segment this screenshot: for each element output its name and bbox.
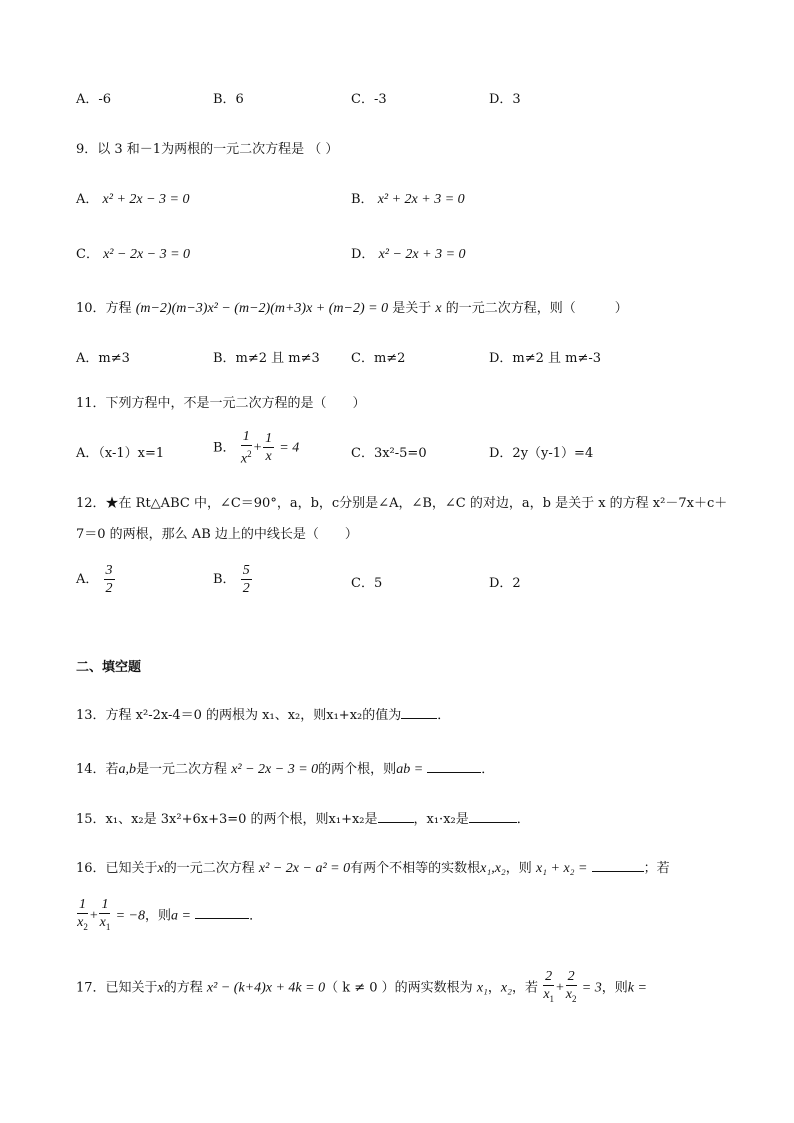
q9-option-d <box>351 243 466 263</box>
q14-blank[interactable] <box>427 760 481 773</box>
q17-var: x <box>157 980 164 996</box>
q14-mid: 是一元二次方程 <box>136 762 228 777</box>
q8-option-a: A．-6 <box>76 92 112 107</box>
q12-stem-line2: 7＝0 的两根，那么 AB 边上的中线长是（ ） <box>76 527 358 542</box>
q14 <box>76 758 494 778</box>
q16-then: ，则 <box>505 861 532 876</box>
q16-eq2-tail: = −8 <box>115 908 145 924</box>
q9-option-b-label: B． <box>351 192 374 207</box>
q17-pre: 17．已知关于 <box>76 980 158 996</box>
q13-text: 13．方程 x²-2x-4＝0 的两根为 x₁、x₂，则x₁+x₂的值为 <box>76 708 402 723</box>
q8-option-d: D．3 <box>489 92 521 107</box>
q12-option-a-fraction <box>104 562 115 597</box>
q15 <box>76 808 530 827</box>
q9-option-a <box>76 188 190 208</box>
q10-equation: (m−2)(m−3)x² − (m−2)(m+3)x + (m−2) = 0 <box>135 301 389 316</box>
q10-number: 10．方程 <box>76 301 132 316</box>
q16-roots: x₁,x₂ <box>480 861 506 876</box>
q15-blank-1[interactable] <box>378 810 414 823</box>
q16-equation: x² − 2x − a² = 0 <box>258 861 351 876</box>
q16-end: ． <box>249 908 263 924</box>
q10-option-b: B．m≠2 且 m≠3 <box>213 351 320 366</box>
q11-option-a: A．（x-1）x=1 <box>76 446 165 461</box>
q16-mid: 的一元二次方程 <box>163 861 255 876</box>
fraction-two-over-x1: $\frac{2}{x_1}$ <box>543 969 555 1004</box>
q14-expr: ab = <box>396 762 424 777</box>
q8-option-b: B．6 <box>213 92 244 107</box>
q11-option-b-tail: = 4 <box>279 440 300 456</box>
q14-post: 的两个根，则 <box>318 762 397 777</box>
q16-a-expr: a = <box>171 908 191 924</box>
q10-option-d: D．m≠2 且 m≠-3 <box>489 351 602 366</box>
q9-option-b <box>351 188 465 208</box>
q17-then: ，则 <box>601 980 628 996</box>
q12-option-b <box>213 562 253 597</box>
q9-option-a-equation: x² + 2x − 3 = 0 <box>102 192 190 207</box>
q12-option-a-label: A． <box>76 572 99 587</box>
fraction-one-over-x: $\frac{1}{x}$ <box>265 431 273 465</box>
q17-mid: 的方程 <box>163 980 203 996</box>
q16-blank-1[interactable] <box>592 859 644 872</box>
q17-x2: x₂ <box>500 980 513 996</box>
q11-option-b: B． $\frac{1}{x^2}$ + $\frac{1}{x}$ = 4 <box>213 429 300 467</box>
q14-pre: 14．若 <box>76 762 119 777</box>
q12-b-numerator: 5 <box>242 563 250 578</box>
q9-option-d-equation: x² − 2x + 3 = 0 <box>378 247 466 262</box>
q16-semi: ；若 <box>643 861 670 876</box>
q13-end: ． <box>437 708 451 723</box>
q10-tail: 的一元二次方程，则（ ） <box>445 301 628 316</box>
q16-sum: x₁ + x₂ = <box>535 861 588 876</box>
q11-option-d: D．2y（y-1）=4 <box>489 446 594 461</box>
q16-blank-2[interactable] <box>195 906 249 919</box>
q12-option-a <box>76 562 116 597</box>
q14-ab: a,b <box>118 762 137 777</box>
q17: 17．已知关于x的方程 x² − (k+4)x + 4k = 0（ k ≠ 0 ）的两实数根为 x₁，x₂，若 $\frac{2}{x_1}$ + $\frac{2}{x_2}$ = 3，则k = <box>76 968 647 1008</box>
q17-eq2-tail: = 3 <box>581 980 602 996</box>
q15-end: ． <box>516 812 530 827</box>
q11-option-b-label: B． <box>213 440 236 456</box>
q17-if: ，若 <box>512 980 539 996</box>
q16-then2: ，则 <box>145 908 172 924</box>
q9-option-c-equation: x² − 2x − 3 = 0 <box>103 247 191 262</box>
q9-option-c <box>76 243 190 263</box>
q9-option-d-label: D． <box>351 247 375 262</box>
q16-line2: $\frac{1}{x_2}$ + $\frac{1}{x_1}$ = −8，则a = ． <box>76 896 262 936</box>
fraction-two-over-x2: $\frac{2}{x_2}$ <box>565 969 577 1004</box>
q14-end: ． <box>481 762 495 777</box>
q12-option-b-label: B． <box>213 572 236 587</box>
q14-equation: x² − 2x − 3 = 0 <box>231 762 319 777</box>
q16-line1 <box>76 857 670 877</box>
q17-k-expr: k = <box>627 980 647 996</box>
q16-pre: 16．已知关于 <box>76 861 158 876</box>
q11-stem: 11．下列方程中，不是一元二次方程的是（ ） <box>76 396 366 411</box>
q15-blank-2[interactable] <box>469 810 517 823</box>
fraction-one-over-x2: $\frac{1}{x_2}$ <box>77 897 88 932</box>
q9-stem: 9．以 3 和－1为两根的一元二次方程是 （ ） <box>76 142 339 157</box>
q17-cond: （ k ≠ 0 ）的两实数根为 <box>325 980 473 996</box>
q9-option-b-equation: x² + 2x + 3 = 0 <box>377 192 465 207</box>
q16-mid2: 有两个不相等的实数根 <box>350 861 481 876</box>
q11-option-c: C．3x²-5=0 <box>351 446 427 461</box>
q12-stem-line1: 12．★在 Rt△ABC 中，∠C＝90°，a，b，c分别是∠A，∠B，∠C 的对边，a，b 是关于 x 的方程 x²－7x＋c＋ <box>76 496 728 511</box>
q17-equation: x² − (k+4)x + 4k = 0 <box>206 980 326 996</box>
q12-option-d: D．2 <box>489 576 521 591</box>
q10-stem <box>76 297 628 317</box>
q9-option-a-label: A． <box>76 192 99 207</box>
q9-option-c-label: C． <box>76 247 99 262</box>
fraction-one-over-x1: $\frac{1}{x_1}$ <box>99 897 111 932</box>
section-heading: 二、填空题 <box>76 660 142 675</box>
q12-b-denominator: 2 <box>242 581 250 596</box>
q15-mid: ，x₁·x₂是 <box>413 812 469 827</box>
q12-a-numerator: 3 <box>105 563 113 578</box>
fraction-one-over-x-squared: $\frac{1}{x^2}$ <box>240 429 252 467</box>
q10-option-a: A．m≠3 <box>76 351 130 366</box>
q12-option-b-fraction <box>241 562 252 597</box>
q10-variable: x <box>435 301 442 316</box>
q17-comma: ， <box>487 980 501 996</box>
q8-option-c: C．-3 <box>351 92 387 107</box>
q15-text: 15．x₁、x₂是 3x²+6x+3=0 的两个根，则x₁+x₂是 <box>76 812 378 827</box>
q13 <box>76 704 450 723</box>
q12-option-c: C．5 <box>351 576 383 591</box>
q10-mid: 是关于 <box>392 301 432 316</box>
q17-x1: x₁ <box>476 980 488 996</box>
q13-blank[interactable] <box>401 706 437 719</box>
q12-a-denominator: 2 <box>105 581 113 596</box>
q16-var: x <box>157 861 164 876</box>
q10-option-c: C．m≠2 <box>351 351 406 366</box>
